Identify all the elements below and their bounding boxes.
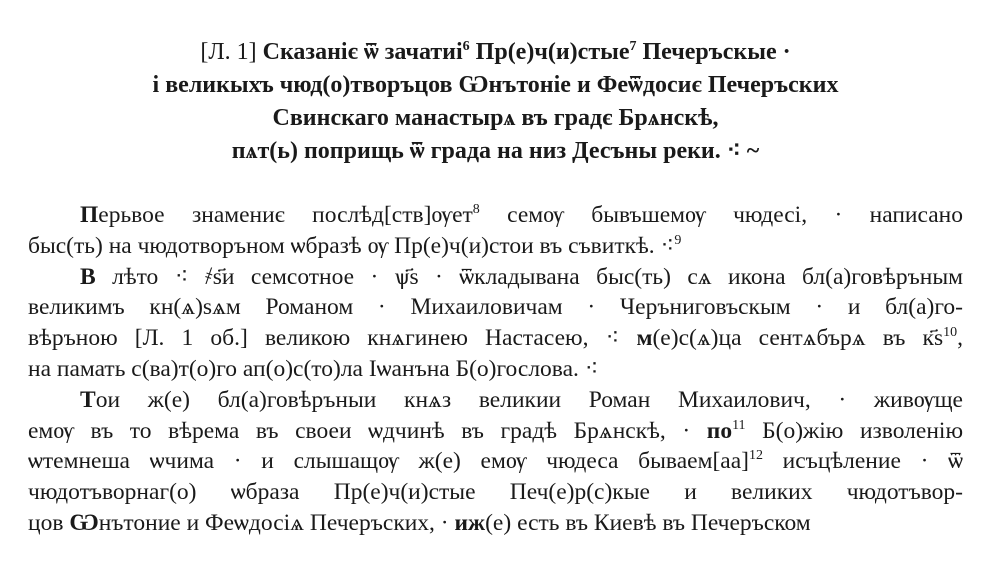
title-text-c: Печеръскые · [636,39,791,65]
text-run: лѣто ⁖ ҂ѕ҃и семсотное · ѱ҃s · ѿкладывана быс(ть) сѧ икона бл(а)говѣръным [95,263,963,290]
text-line [28,508,963,539]
title-line-3: Свинскаго манастырѧ въ градє Брѧнскѣ, [272,105,719,131]
title-folio-ref: [Л. 1] [200,39,263,65]
title-text-a: Сказаніє ѿ зачатиі [262,39,463,65]
text-run: , [957,325,963,352]
title-text-b: Пр(е)ч(и)стые [469,39,630,65]
text-run: великимъ кн(ѧ)ѕѧм Романом · Михаиловичам · Черъниговъскым · и бл(а)го- [28,294,963,321]
title-line-2: і великыхъ чюд(о)творъцов Ѡнътоніе и Феѿдосиє Печеръских [152,72,839,98]
bold-initial: П [80,202,99,228]
text-line [28,200,963,231]
document-title [0,36,991,168]
text-line [28,354,963,385]
text-run: вѣръною [Л. 1 об.] великою кнѧгинею Настасею, ⁖ [28,325,637,352]
footnote-marker: 8 [472,202,480,218]
text-run: быс(ть) на чюдотворъном ѡбразѣ ѹ Пр(е)ч(и)стои въ съвиткѣ. ⁖ [28,232,675,259]
bold-initial: по [706,417,733,444]
text-run: исъцѣление · ѿ [762,448,963,475]
bold-initial: Ѡ [69,509,99,536]
footnote-marker: 6 [462,39,470,54]
text-run: семѹ бывъшемѹ чюдесі, · написано [479,202,963,228]
footnote-marker: 10 [943,325,958,341]
text-line [28,477,963,508]
text-line [28,323,963,354]
text-run: на памать с(ва)т(о)го ап(о)с(то)ла Іѡанъна Б(о)гослова. ⁖ [28,355,599,382]
footnote-marker: 7 [629,39,637,54]
text-line [28,262,963,293]
paragraph [28,200,963,262]
text-line [28,292,963,323]
text-run: цов [28,509,70,536]
title-line-1 [0,36,991,69]
bold-initial: иж [454,509,486,536]
footnote-marker: 11 [732,417,746,433]
text-run: Б(о)жію изволенію [745,417,963,444]
text-line [28,416,963,447]
paragraph [28,385,963,539]
title-line-4: пѧт(ь) поприщь ѿ града на низ Десъны реки. ⁖ ~ [231,138,760,164]
text-run: (е) есть въ Киевѣ въ Печеръском [485,509,811,536]
text-run: ѡтемнеша ѡчима · и слышащѹ ж(е) емѹ чюдеса бываем[аа] [28,448,749,475]
text-run: нътоние и Феѡдосіѧ Печеръских, · [98,509,455,536]
footnote-marker: 9 [674,232,682,248]
bold-initial: Т [80,386,96,413]
text-run: ои ж(е) бл(а)говѣръныи кнѧз великии Роман Михаилович, · живѹще [95,386,963,413]
footnote-marker: 12 [748,448,763,464]
document-body [28,200,963,539]
paragraph [28,262,963,385]
text-line [28,231,963,262]
text-run: (е)с(ѧ)ца сентѧбърѧ въ к҃s [652,325,944,352]
bold-initial: м [636,325,653,352]
bold-initial: В [80,263,96,290]
text-run: ерьвое знамениє послѣд[ств]ѹет [98,202,473,228]
text-run: емѹ въ то вѣрема въ своеи ѡдчинѣ въ градѣ Брѧнскѣ, · [28,417,707,444]
text-run: чюдотъворнаг(о) ѡбраза Пр(е)ч(и)стые Печ(е)р(с)кые и великих чюдотъвор- [28,479,963,506]
text-line [28,446,963,477]
text-line [28,385,963,416]
